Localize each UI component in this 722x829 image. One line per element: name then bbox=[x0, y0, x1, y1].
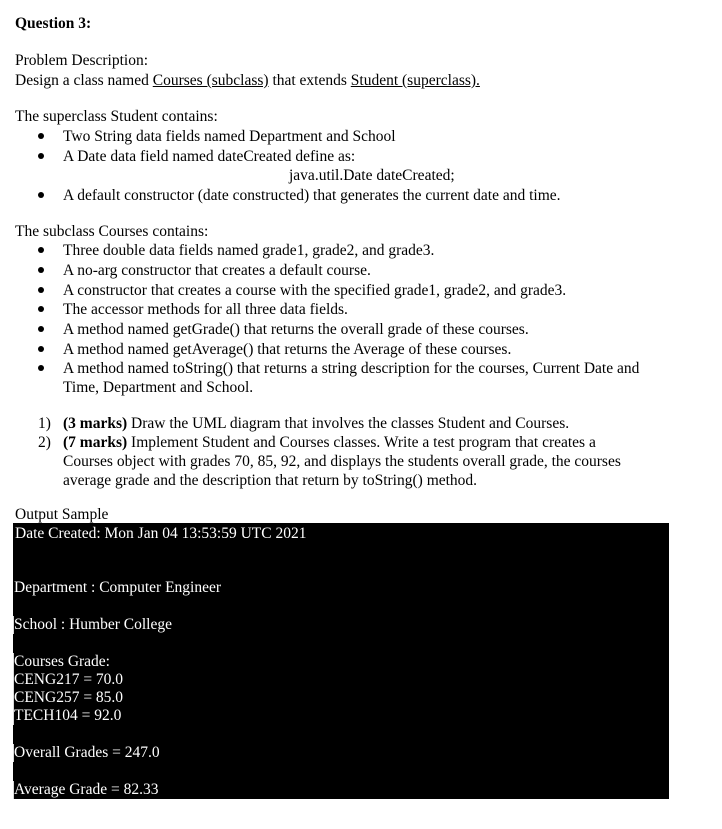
bullet-icon bbox=[38, 306, 44, 312]
bullet-icon bbox=[38, 133, 44, 139]
subclass-item: A no-arg constructor that creates a default course. bbox=[63, 262, 371, 279]
subclass-item: A method named toString() that returns a string description for the courses, Current Date and bbox=[63, 360, 640, 377]
superclass-name: Student (superclass). bbox=[350, 72, 480, 89]
task-1 bbox=[63, 414, 569, 434]
subclass-item: A method named getGrade() that returns the overall grade of these courses. bbox=[63, 321, 529, 338]
superclass-intro: The superclass Student contains: bbox=[15, 108, 218, 125]
code-snippet: java.util.Date dateCreated; bbox=[289, 167, 455, 184]
bullet-icon bbox=[38, 192, 44, 198]
superclass-item: A Date data field named dateCreated define as: bbox=[63, 148, 356, 165]
console-grade-line: CENG257 = 85.0 bbox=[14, 689, 124, 706]
console-overall-line: Overall Grades = 247.0 bbox=[14, 744, 160, 761]
bullet-icon bbox=[38, 326, 44, 332]
task-marks: (3 marks) bbox=[63, 415, 128, 432]
bullet-icon bbox=[38, 287, 44, 293]
subclass-intro: The subclass Courses contains: bbox=[15, 223, 209, 240]
task-number: 1) bbox=[38, 415, 51, 432]
subclass-item: Three double data fields named grade1, grade2, and grade3. bbox=[63, 242, 435, 259]
bullet-icon bbox=[38, 346, 44, 352]
problem-prefix: Design a class named bbox=[15, 72, 153, 89]
task-text: Draw the UML diagram that involves the classes Student and Courses. bbox=[127, 415, 570, 432]
question-heading: Question 3: bbox=[15, 15, 92, 32]
bullet-icon bbox=[38, 247, 44, 253]
output-label: Output Sample bbox=[15, 506, 109, 523]
subclass-item: A constructor that creates a course with the specified grade1, grade2, and grade3. bbox=[63, 282, 567, 299]
task-text-continuation: average grade and the description that return by toString() method. bbox=[63, 472, 478, 489]
task-2 bbox=[63, 433, 596, 453]
problem-label: Problem Description: bbox=[15, 52, 149, 69]
subclass-item: The accessor methods for all three data fields. bbox=[63, 301, 348, 318]
console-date-line: Date Created: Mon Jan 04 13:53:59 UTC 2021 bbox=[15, 525, 307, 542]
problem-middle: that extends bbox=[268, 72, 351, 89]
console-average-line: Average Grade = 82.33 bbox=[14, 781, 159, 798]
bullet-icon bbox=[38, 365, 44, 371]
problem-sentence bbox=[15, 71, 480, 91]
bullet-icon bbox=[38, 267, 44, 273]
console-grade-line: CENG217 = 70.0 bbox=[14, 671, 124, 688]
task-number: 2) bbox=[38, 434, 51, 451]
subclass-item-continuation: Time, Department and School. bbox=[63, 379, 254, 396]
subclass-name: Courses (subclass) bbox=[152, 72, 269, 89]
console-school-line: School : Humber College bbox=[14, 616, 172, 633]
task-marks: (7 marks) bbox=[63, 434, 128, 451]
superclass-item: Two String data fields named Department and School bbox=[63, 128, 396, 145]
superclass-item: A default constructor (date constructed) that generates the current date and time. bbox=[63, 187, 561, 204]
console-output-panel bbox=[13, 523, 669, 799]
task-text-continuation: Courses object with grades 70, 85, 92, and displays the students overall grade, the courses bbox=[63, 453, 621, 470]
bullet-icon bbox=[38, 153, 44, 159]
task-text: Implement Student and Courses classes. Write a test program that creates a bbox=[127, 434, 596, 451]
console-grades-header: Courses Grade: bbox=[14, 653, 110, 670]
console-department-line: Department : Computer Engineer bbox=[14, 579, 222, 596]
subclass-item: A method named getAverage() that returns the Average of these courses. bbox=[63, 341, 512, 358]
console-grade-line: TECH104 = 92.0 bbox=[14, 707, 122, 724]
